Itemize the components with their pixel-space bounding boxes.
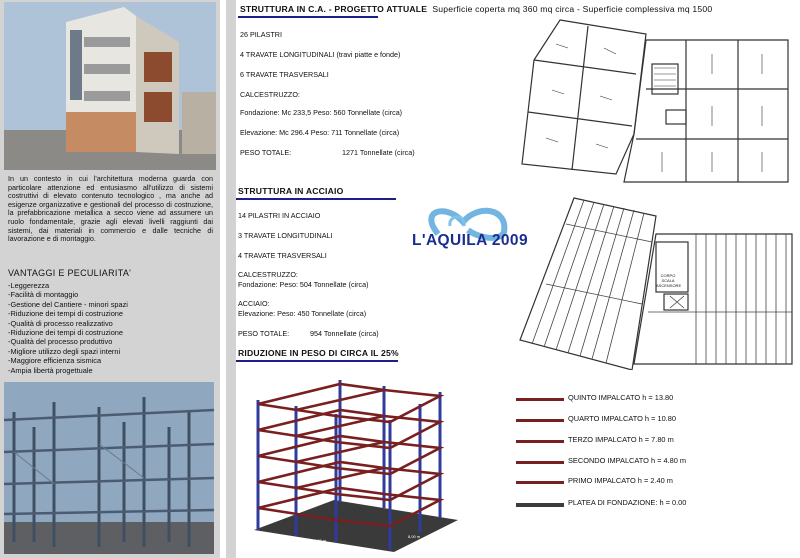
left-panel: [0, 0, 220, 558]
legend-swatch: [516, 461, 564, 464]
advantages-title: VANTAGGI E PECULIARITA': [8, 268, 132, 278]
intro-text: In un contesto in cui l'architettura moderna guarda con particolare attenzione ed entusiasmo all'utilizzo di sistemi costruttivi di elevato contenuto tecnologico , ma anche ad esigenze organizzative e gestionali del processo di costruzione, la prefabbricazione metallica a secco viene ad assumere un ruolo fondamentale, grazie agli elevati livelli raggiunti dai sistemi, dai materiali in commercio e dalle tecniche di lavorazione e di montaggio.: [8, 174, 213, 244]
steel-frame-photo: [4, 382, 214, 554]
list-item: -Facilità di montaggio: [8, 290, 79, 300]
list-item: -Riduzione dei tempi di costruzione: [8, 309, 124, 319]
ca-title-underline: [238, 16, 378, 18]
legend-label: QUINTO IMPALCATO h = 13.80: [568, 393, 674, 402]
legend-label: TERZO IMPALCATO h = 7.80 m: [568, 435, 674, 444]
divider: [226, 0, 236, 558]
svg-text:8,00 m: 8,00 m: [408, 534, 421, 539]
ca-subtitle: Superficie coperta mq 360 mq circa - Superficie complessiva mq 1500: [432, 4, 713, 14]
legend-label: QUARTO IMPALCATO h = 10.80: [568, 414, 676, 423]
legend-swatch: [516, 419, 564, 422]
legend-swatch: [516, 503, 564, 507]
reduction-underline: [236, 360, 398, 362]
legend-label: PRIMO IMPALCATO h = 2.40 m: [568, 476, 673, 485]
ca-total-value: 1271 Tonnellate (circa): [342, 148, 415, 157]
advantages-list: [8, 281, 128, 375]
aquila-logo: [408, 204, 532, 254]
steel-line: ACCIAIO:: [238, 299, 270, 308]
steel-title: STRUTTURA IN ACCIAIO: [238, 186, 344, 196]
ca-title: STRUTTURA IN C.A. - PROGETTO ATTUALE: [240, 4, 428, 14]
list-item: -Riduzione dei tempi di costruzione: [8, 328, 124, 338]
steel-line: 14 PILASTRI IN ACCIAIO: [238, 211, 321, 220]
steel-line: 3 TRAVATE LONGITUDINALI: [238, 231, 333, 240]
steel-line: Fondazione: Peso: 504 Tonnellate (circa): [238, 280, 369, 289]
ca-line: 4 TRAVATE LONGITUDINALI (travi piatte e fonde): [240, 50, 401, 59]
reduction-title: RIDUZIONE IN PESO DI CIRCA IL 25%: [238, 348, 399, 358]
steel-line: Elevazione: Peso: 450 Tonnellate (circa): [238, 309, 367, 318]
structure-3d: [244, 370, 468, 556]
steel-total-label: PESO TOTALE:: [238, 329, 290, 338]
legend-label: SECONDO IMPALCATO h = 4.80 m: [568, 456, 687, 465]
ca-line: 6 TRAVATE TRASVERSALI: [240, 70, 329, 79]
list-item: -Qualità di processo realizzativo: [8, 318, 113, 328]
ca-line: CALCESTRUZZO:: [240, 90, 300, 99]
ca-floor-plan: [516, 14, 796, 186]
legend-swatch: [516, 481, 564, 484]
ca-section-title: [240, 4, 712, 14]
legend-swatch: [516, 398, 564, 401]
steel-title-underline: [236, 198, 396, 200]
ca-total-label: PESO TOTALE:: [240, 148, 292, 157]
list-item: -Ampia libertà progettuale: [8, 365, 93, 375]
ca-line: Fondazione: Mc 233,5 Peso: 560 Tonnellate (circa): [240, 108, 403, 117]
steel-line: CALCESTRUZZO:: [238, 270, 298, 279]
legend-label: PLATEA DI FONDAZIONE: h = 0.00: [568, 498, 687, 507]
steel-total-value: 954 Tonnellate (circa): [310, 329, 379, 338]
ca-line: Elevazione: Mc 296.4 Peso: 711 Tonnellate (circa): [240, 128, 400, 137]
list-item: -Leggerezza: [8, 281, 50, 290]
logo-text: L'AQUILA 2009: [412, 232, 528, 249]
list-item: -Qualità del processo produttivo: [8, 337, 113, 347]
ca-line: 26 PILASTRI: [240, 30, 282, 39]
list-item: -Gestione del Cantiere - minori spazi: [8, 299, 128, 309]
list-item: -Migliore utilizzo degli spazi interni: [8, 346, 121, 356]
legend-swatch: [516, 440, 564, 443]
plan-stair-label: CORPO SCALA ASCENSORE: [656, 273, 682, 288]
list-item: -Maggiore efficienza sismica: [8, 356, 102, 366]
steel-line: 4 TRAVATE TRASVERSALI: [238, 251, 327, 260]
svg-text:7,00 m: 7,00 m: [314, 538, 327, 543]
building-photo: [4, 2, 216, 170]
